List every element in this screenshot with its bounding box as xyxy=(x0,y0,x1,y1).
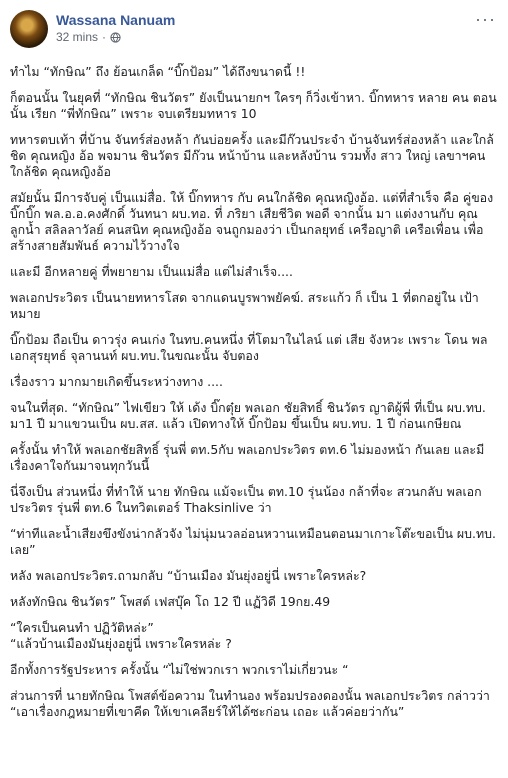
post-paragraph: เรื่องราว มากมายเกิดขึ้นระหว่างทาง .... xyxy=(10,374,223,389)
post-paragraph: บิ๊กป้อม ถือเป็น ดาวรุ่ง คนเก่ง ในทบ.คนหนึ่ง ที่โตมาในไลน์ แต่ เสีย จังหวะ เพราะ โดน พลเอกสุรยุทธ์ จุลานนท์ ผบ.ทบ.ในขณะนั้น จับตอง xyxy=(10,332,488,363)
post-timestamp[interactable]: 32 mins xyxy=(56,30,99,44)
author-name[interactable]: Wassana Nanuam xyxy=(56,12,176,28)
avatar[interactable] xyxy=(10,10,48,48)
post-paragraph: จนในที่สุด. “ทักษิณ” ไฟเขียว ให้ เด้ง บิ๊กตุ๋ย พลเอก ชัยสิทธิ์ ชินวัตร ญาติผู้พี่ ที่เป็น ผบ.ทบ. มา1 ปี มาแขวนเป็น ผบ.สส. แล้ว เปิดทางให้ บิ๊กป้อม ขึ้นเป็น ผบ.ทบ. 1 ปี ก่อนเกษียณ xyxy=(10,400,486,431)
dot-separator: · xyxy=(102,30,107,44)
post-paragraph: “ใครเป็นคนทำ ปฏิวัติหล่ะ” “แล้วบ้านเมืองมันยุ่งอยู่นี่ เพราะใครหล่ะ ? xyxy=(10,620,232,651)
post-meta xyxy=(56,10,175,44)
post-paragraph: ก็ตอนนั้น ในยุคที่ “ทักษิณ ชินวัตร” ยังเป็นนายกฯ ใครๆ ก็วิ่งเข้าหา. บิ๊กทหาร หลาย คน ตอนนั้น เรียก “พี่ทักษิณ” เพราะ จบเตรียมทหาร 10 xyxy=(10,90,497,121)
post-paragraph: ครั้งนั้น ทำให้ พลเอกชัยสิทธิ์ รุ่นพี่ ตท.5กับ พลเอกประวิตร ตท.6 ไม่มองหน้า กันเลย และมีเรื่องคาใจกันมาจนทุกวันนี้ xyxy=(10,442,485,473)
post-paragraph: และมี อีกหลายคู่ ที่พยายาม เป็นแม่สื่อ แต่ไม่สำเร็จ.... xyxy=(10,264,293,279)
more-options-icon[interactable]: ··· xyxy=(475,9,496,29)
post-paragraph: หลังทักษิณ ชินวัตร” โพสต์ เฟสบุ๊ค โถ 12 ปี แฏ้วิดี 19กย.49 xyxy=(10,594,331,609)
post-paragraph: “ท่าทีและน้ำเสียงขึงขังน่ากลัวจัง ไม่นุ่มนวลอ่อนหวานเหมือนตอนมาเกาะโต๊ะขอเป็น ผบ.ทบ. เลย” xyxy=(10,526,496,557)
post-paragraph: หลัง พลเอกประวิตร.ถามกลับ “บ้านเมือง มันยุ่งอยู่นี่ เพราะใครหล่ะ? xyxy=(10,568,367,583)
post-paragraph: ทหารตบเท้า ที่บ้าน จันทร์ส่องหล้า กันบ่อยครั้ง และมีก๊วนประจำ บ้านจันทร์ส่องหล้า และใกล้ชิด คุณหญิง อ้อ พจมาน ชินวัตร มีก๊วน หน้าบ้าน และหลังบ้าน รวมทั้ง สาว ใหญ่ เลขาฯคนใกล้ชิด คุณหญิงอ้อ xyxy=(10,132,494,179)
post-paragraph: ทำไม “ทักษิณ” ถึง ย้อนเกล็ด “บิ๊กป้อม” ได้ถึงขนาดนี้ !! xyxy=(10,64,306,79)
post-paragraph: นี่จึงเป็น ส่วนหนึ่ง ที่ทำให้ นาย ทักษิณ แม้จะเป็น ตท.10 รุ่นน้อง กล้าที่จะ สวนกลับ พลเอกประวิตร รุ่นพี่ ตท.6 ในทวิตเตอร์ Thaksinlive ว่า xyxy=(10,484,482,515)
post-time-row xyxy=(56,30,175,44)
post-paragraph: สมัยนั้น มีการจับคู่ เป็นแม่สื่อ. ให้ บิ๊กทหาร กับ คนใกล้ชิด คุณหญิงอ้อ. แต่ที่สำเร็จ คือ คู่ของ บิ๊กบิ๊ก พล.อ.อ.คงศักดิ์ วันทนา ผบ.ทอ. ที่ ภริยา เสียชีวิต พอดี จากนั้น มา แต่งงานกับ คุณลูกน้ำ สลิลลาวัลย์ คนสนิท คุณหญิงอ้อ จนถูกมองว่า เป็นกลยุทธ์ เครือญาติ เครือเพื่อน เพื่อสร้างสายสัมพันธ์ ความไว้วางใจ xyxy=(10,190,494,253)
post-paragraph: พลเอกประวิตร เป็นนายทหารโสด จากแดนบูรพาพยัคฆ์. สระแก้ว ก็ เป็น 1 ที่ตกอยู่ใน เป้าหมาย xyxy=(10,290,479,321)
globe-icon xyxy=(110,32,121,43)
post-paragraph: ส่วนการที่ นายทักษิณ โพสต์ข้อความ ในทำนอง พร้อมปรองดองนั้น พลเอกประวิตร กล่าวว่า “เอาเรื่องกฎหมายที่เขาคีด ให้เขาเคลียร์ให้ได้ซะก่อน เถอะ แล้วค่อยว่ากัน” xyxy=(10,688,490,719)
post-header xyxy=(10,10,498,54)
post-paragraph: อีกทั้งการรัฐประหาร ครั้งนั้น “ไม่ใช่พวกเรา พวกเราไม่เกี่ยวนะ “ xyxy=(10,662,349,677)
post-body xyxy=(10,64,498,720)
